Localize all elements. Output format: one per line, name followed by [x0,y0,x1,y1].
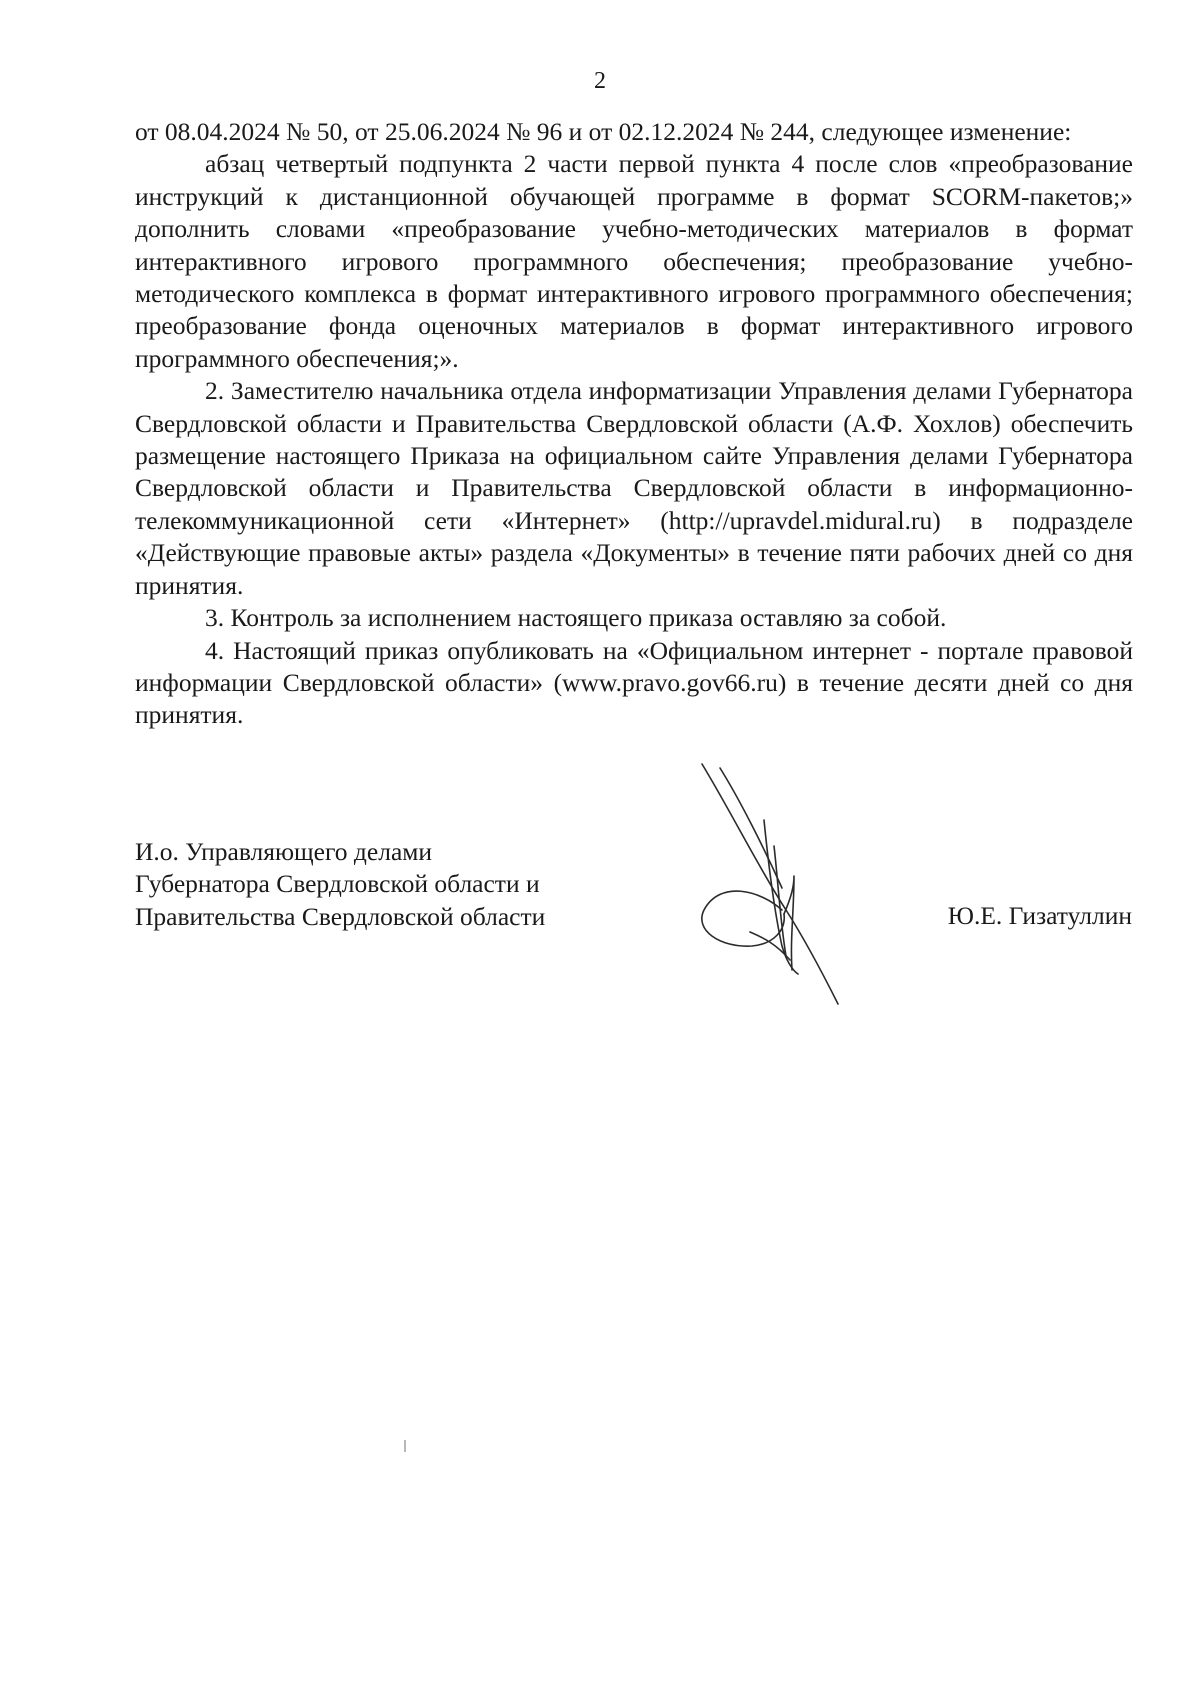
signatory-title-line-1: И.о. Управляющего делами [135,837,433,866]
scan-artifact [404,1440,406,1452]
signatory-title-line-3: Правительства Свердловской области [135,901,546,931]
signer-name: Ю.Е. Гизатуллин [947,901,1132,930]
signatory-title [135,836,545,933]
document-body [135,116,1133,732]
paragraph-amendment-intro: от 08.04.2024 № 50, от 25.06.2024 № 96 и от 02.12.2024 № 244, следующее изменение: [135,117,1072,146]
handwritten-signature [690,760,870,1010]
page-number: 2 [594,68,606,94]
signatory-title-line-2: Губернатора Свердловской области и [135,869,540,899]
paragraph-item-3: 3. Контроль за исполнением настоящего приказа оставляю за собой. [205,603,947,633]
paragraph-item-4: 4. Настоящий приказ опубликовать на «Официальном интернет - портале правовой информации Свердловской области» (www.pravo.gov66.ru) в течение десяти дней со дня принятия. [135,635,1133,730]
paragraph-item-2: 2. Заместителю начальника отдела информатизации Управления делами Губернатора Свердловской области и Правительства Свердловской области (А.Ф. Хохлов) обеспечить размещение настоящего Приказа на официальном сайте Управления делами Губернатора Свердловской области и Правительства Свердловской области в информационно-телекоммуникационной сети «Интернет» (http://upravdel.midural.ru) в подразделе «Действующие правовые акты» раздела «Документы» в течение пяти рабочих дней со дня принятия. [135,376,1133,600]
paragraph-amendment-text: абзац четвертый подпункта 2 части первой пункта 4 после слов «преобразование инструкций к дистанционной обучающей программе в формат SCORM-пакетов;» дополнить словами «преобразование учебно-методических материалов в формат интерактивного игрового программного обеспечения; преобразование учебно-методического комплекса в формат интерактивного игрового программного обеспечения; преобразование фонда оценочных материалов в формат интерактивного игрового программного обеспечения;». [135,149,1133,373]
